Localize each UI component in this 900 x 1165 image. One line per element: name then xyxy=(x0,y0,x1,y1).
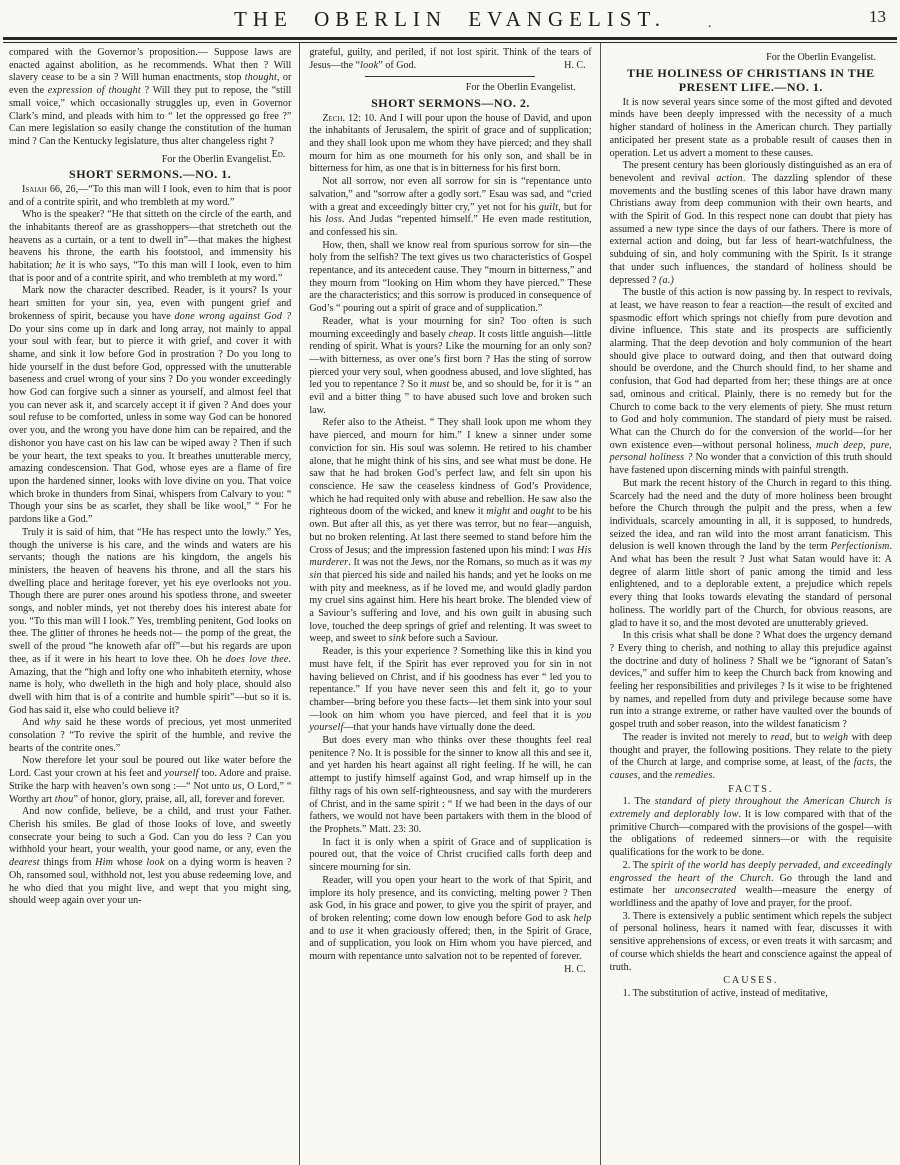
paragraph: Reader, is this your experience ? Something like this in kind you must have felt, if the Spirit has ever reproved you for sin in not having believed on Christ, and if his goodness has ever “ led you to repentance.” If you have never seen this and felt it, go to your chamber—bring before you these facts—let them sink into your soul—look on him whom you have pierced, and feel that it is you yourself—that your hands have virtually done the deed. xyxy=(309,646,592,734)
sub-heading: FACTS. xyxy=(728,783,774,795)
author-signature: Ed. xyxy=(271,148,286,160)
paragraph: In fact it is only when a spirit of Grace and of supplication is poured out, that the voice of Christ crucified calls forth deep and sincere mourning for sin. xyxy=(309,836,592,874)
paragraph: In this crisis what shall be done ? What does the urgency demand ? Every thing to cherish, and nothing to allay this prejudice against the doctrine and duty of holiness ? Shall we be “ignorant of Satan’s devices,” and suffer him to keep the Church back from knowing and feeling her responsibilities and privileges ? Is it wise to be frightened by names, and repelled from duty and privilege because some have run into a strange extreme, or rather have vaulted over the bounds of gospel truth and sober reason, into the wildest fanaticism ? xyxy=(609,630,892,731)
page-number: 13 xyxy=(869,7,886,26)
author-signature: H. C. xyxy=(564,963,586,975)
paragraph: 3. There is extensively a public sentiment which repels the subject of personal holiness, hears it named with fear, discusses it with sensitive apprehensions of excess, or even treats it with sarcasm; and of course which shields the heart and conscience against the appeal of truth. xyxy=(609,910,892,973)
section-heading: SHORT SERMONS.—NO. 1. xyxy=(69,167,232,182)
paragraph: 1. The substitution of active, instead of meditative, xyxy=(622,987,828,999)
paragraph: The reader is invited not merely to read, but to weigh with deep thought and prayer, the following positions. They relate to the piety of the Church at large, and comprise some, at least, of the facts, the causes, and the remedies. xyxy=(609,731,893,781)
page-title: THE OBERLIN EVANGELIST. xyxy=(234,7,666,31)
column-2 xyxy=(299,43,600,1165)
attribution-line: For the Oberlin Evangelist. xyxy=(465,82,576,94)
masthead-dot: . xyxy=(708,16,712,31)
sub-heading: CAUSES. xyxy=(723,975,779,987)
paragraph: And why said he these words of precious, yet most unmerited consolation ? “To revive the spirit of the humble, and revive the hearts of the contrite ones.” xyxy=(9,717,292,754)
small-caps-text: Isaiah xyxy=(22,183,47,195)
column-3 xyxy=(601,43,900,1165)
paragraph: 1. The standard of piety throughout the American Church is extremely and deplorably low. It is low compared with that of the primitive Church—compared with the provisions of the gospel—with the obligations of redeemed sinners—or with the requisite qualifications for the work to be done. xyxy=(609,796,892,859)
paragraph: It is now several years since some of the most gifted and devoted minds have been deeply impressed with the necessity of a much higher standard of holiness in the American church. They partially anticipated her present state as a probable result of causes then in operation. Let us advert a moment to these causes. xyxy=(609,96,892,159)
paragraph: Reader, what is your mourning for sin? Too often is such mourning exceedingly and basely cheap. It costs little anguish—little rending of spirit. What is yours? Like the mourning for an only son?—with bitterness, as over one’s first born ? Has the sting of sorrow pierced your very soul, when goodness abused, and love slighted, has led you to repentance ? So it must be, and so should be, for it is “ an evil and a bitter thing ” to have abused such love and broken such law. xyxy=(309,315,592,416)
paragraph: Truly it is said of him, that “He has respect unto the lowly.” Yes, though the universe is his care, and the winds and waters are his servants; though the nations are his kingdom, the angels his ministers, the heaven of heavens his throne, and all the stars his dwelling place and heritage forever, yet his eye overlooks not you. Though there are purer ones around his spotless throne, and sweeter songs, and nobler minds, yet not thereby does his interest abate for you. “To this man will I look.” Yes, trembling penitent, God looks on thee. The glitter of thrones he heeds not— the pomp of the great, the swell of the proud “he knoweth afar off”—but his regards are upon thee, as if it were in his heart to love thee. Oh he does love thee. Amazing, that the “high and lofty one who inhabiteth eternity, whose name is holy, who dwelleth in the high and holy place, should also dwell with him that is of a contrite and humble spirit”—but so it is. God has said it, else who could believe it? xyxy=(9,526,292,716)
paragraph: Mark now the character described. Reader, is it yours? Is your heart smitten for your sin, yea, even with pungent grief and brokenness of spirit, because you have done wrong against God ? Do your sins come up in dark and long array, not mainly to appal your soul with fear, but to pierce it with grief, and cover it with shame, and sink it low before God in prostration ? Do you long to hide yourself in the dust before God, oppressed with the unutterable baseness and cruel wrong of your sins ? Do you wonder exceedingly how God can forgive such a sinner as yourself, and almost feel that you can never ask it, and scarcely accept it if given ? And does your soul refuse to be comforted, unless in some way God can be honored over you, and the wrong you have done him can be repaired, and the dishonor you have cast on his law can be wiped away ? Then if such be your heart, the text speaks to you. It breathes unutterable mercy, amazing condescension. That God, whose eyes are a flame of fire upon the hardened sinner, looks with love divine on you. That voice which broke in thunders from Sinai, whispers from Calvary to you: “ Though your sins be as scarlet, they shall be like wool,” “ For he pardons like a God.” xyxy=(9,285,292,526)
paragraph: Who is the speaker? “He that sitteth on the circle of the earth, and the inhabitants thereof are as grasshoppers—that stretcheth out the heavens as a curtain, or a tent to dwell in”—that makes the highest heavens his throne, the earth his footstool, and immensity his habitation; he it is who says, “To this man will I look, even to him that is poor and of a contrite spirit, and who trembleth at my word.” xyxy=(9,209,292,284)
paragraph: The bustle of this action is now passing by. In respect to revivals, at least, we have reason to fear a reaction—the result of excited and spasmodic effort which springs not chiefly from pure devotion and divine influence. This state and its prospects are sufficiently alarming. That the deep devotion and holy communion of the heart should give place to outward doing, and then that outward doing should be overdone, and the Church should find, to her shame and confusion, that God had departed from her; these things are at once sad, ominous and critical. Plainly, there is no remedy but for the Church to come back to the very elements of piety. She must return to God and holy communion. The standard of piety must be raised. What can the Church do for the conversion of the world—for her own existence even—without personal holiness, much deep, pure, personal holiness ? No wonder that a conviction of this truth should have fastened upon discerning minds with painful strength. xyxy=(609,287,892,477)
paragraph: Now therefore let your soul be poured out like water before the Lord. Cast your crown at his feet and yourself too. Adore and praise. Strike the harp with heaven’s own song :—“ Not unto us, O Lord,” “ Worthy art thou” of honor, glory, praise, all, all, forever and forever. xyxy=(9,755,292,805)
article-columns xyxy=(0,43,900,1165)
paragraph: grateful, guilty, and periled, if not lost spirit. Think of the tears of Jesus—the “look” of God. H. C. xyxy=(309,47,592,71)
section-heading: THE HOLINESS OF CHRISTIANS IN THE PRESENT LIFE.—NO. 1. xyxy=(627,65,875,95)
author-signature: H. C. xyxy=(564,59,586,71)
separator-rule xyxy=(365,76,535,77)
paragraph: But mark the recent history of the Church in regard to this thing. Scarcely had the need and the duty of more holiness been brought before the Church through the pulpit and the press, when a few individuals, scarcely amounting in all, it is supposed, to hundreds, seized the idea, and ran wild into the most arrant fanaticism. This delusion is well known through the land by the term Perfectionism. And what has been the result ? Just what Satan would have it: A degree of alarm little short of panic among the timid and less enlightened, and to a deplorable extent, a prejudice which repels every thing that looks towards elevating the standard of personal holiness. The worldly part of the Church, for obvious reasons, are glad to have it so, and the most devoted are unutterably grieved. xyxy=(609,477,892,629)
paragraph: Zech. 12: 10. And I will pour upon the house of David, and upon the inhabitants of Jerusalem, the spirit of grace and of supplication; and they shall look upon me whom they have pierced; and they shall mourn for him as one mourneth for his only son, and shall be in bitterness for him, as one that is in bitterness for his first born. xyxy=(309,112,592,175)
paragraph: The present century has been gloriously distinguished as an era of benevolent and revival action. The dazzling splendor of these movements and the bustling scenes of this labor have drawn many Christians away from deep communion with their own hearts, and with the Spirit of God. In this respect none can doubt that piety has assumed a new type since the days of our fathers. There is more of external action and doing, but far less of heart-watchfulness, the subduing of sin, and holy communing with the Spirit. Is it strange that under such influences, the standard of holiness should be depressed ? (a.) xyxy=(609,160,892,286)
paragraph: 2. The spirit of the world has deeply pervaded, and exceedingly engrossed the heart of the Church. Go through the land and estimate her unconsecrated wealth—measure the energy of worldliness and the apathy of love and prayer, for the proof. xyxy=(609,859,892,909)
paragraph: How, then, shall we know real from spurious sorrow for sin—the holy from the selfish? The text gives us two characteristics of Gospel repentance, and its antecedent cause. They “mourn in bitterness,” and they mourn from “looking on Him whom they have pierced.” These are the characteristics; and this sorrow is produced in consequence of God’s “ pouring out a spirit of grace and of supplication.” xyxy=(309,239,592,315)
column-1 xyxy=(0,43,299,1165)
small-caps-text: Zech. xyxy=(322,112,346,124)
attribution-line: For the Oberlin Evangelist. xyxy=(161,153,272,165)
paragraph: Reader, will you open your heart to the work of that Spirit, and implore its holy presence, and its convicting, melting power ? Then ask God, in his grace and power, to give you the spirit of prayer, and of broken relenting; come down low enough before God to ask help and to use it when graciously offered; then, in the Spirit of Grace, and of supplication, you look on Him whom you have pierced, and mourn with repentance unto salvation not to be repented of forever. H. C. xyxy=(309,874,592,975)
paragraph: Isaiah 66, 26,—“To this man will I look, even to him that is poor and of a contrite spirit, and who trembleth at my word.” xyxy=(9,183,292,208)
paragraph: Refer also to the Atheist. “ They shall look upon me whom they have pierced, and mourn for him.” I knew a sinner under some conviction for sin. His soul was solemn. He retired to his chamber alone, that he might think of his sins, and see what must be done. He saw that he had broken God’s perfect law, and felt sin upon his conscience. He saw the ceaseless kindness of God’s Providence, which he had requited only with abuse and rebellion. He saw also the righteous doom of the wicked, and knew it might and ought to be his own. But after all this, as yet there was terror, but no fear—anguish, but no broken relenting. At last there seemed to stand before him the Cross of Jesus; and the impression fastened upon his mind: I was His murderer. It was not the Jews, nor the Romans, so much as it was my sin that pierced his side and nailed his hands; and yet he looks on me with pity and meekness, as if he loved me, and would gladly pardon my cruel sins against him. Here his heart broke. The blended view of a Saviour’s suffering and love, and his own guilt in abusing such love, touched the deep springs of grief and relenting. It was sweet to weep, and sweet to sink before such a Saviour. xyxy=(309,417,592,645)
section-heading: SHORT SERMONS—NO. 2. xyxy=(371,96,530,111)
paragraph: But does every man who thinks over these thoughts feel real penitence ? No. It is possible for the sinner to know all this and see it, and yet harden his heart against all right feeling. If he will, he can attempt to justify himself against God, and wrap himself up in the filthy rags of his own self-righteousness, and say with the murderers of Christ, and in the same spirit : “ If we had been in the days of our fathers, we would not have been partakers with them in the blood of the Prophets.” Matt. 23: 30. xyxy=(309,735,592,835)
attribution-line: For the Oberlin Evangelist. xyxy=(766,52,876,63)
paragraph: compared with the Governor’s proposition.— Suppose laws are enacted against abolition, as he recommends. What then ? Will slavery cease to be a sin ? Will human enactments, stop thought, or even the expression of thought ? Will they put to repose, the “still small voice,” which occasionally struggles up, even in Governor Clark’s mind, and pleads with him to “ let the oppressed go free ?” Can mere legislation so easily change the constitution of the human mind ? Can the Kentucky legislature, thus alter changeless right ? Ed. xyxy=(9,47,292,160)
paragraph: And now confide, believe, be a child, and trust your Father. Cherish his smiles. Be glad of those looks of love, and sweetly consecrate your being to such a God. Can you do less ? Can you withhold your heart, your wealth, your good name, or any, even the dearest things from Him whose look on a dying worm is heaven ? Oh, ransomed soul, withhold not, lest you abuse redeeming love, and he who died that you might live, and wept that you might sing, should weep again over your un- xyxy=(9,806,292,907)
masthead xyxy=(0,0,900,36)
paragraph: Not all sorrow, nor even all sorrow for sin is “repentance unto salvation,” and “sorrow after a godly sort.” Esau was sad, and “cried with a great and exceedingly bitter cry,” yet not for his guilt, but for his loss. And Judas “repented himself.” He even made restitution, and confessed his sin. xyxy=(309,176,592,238)
